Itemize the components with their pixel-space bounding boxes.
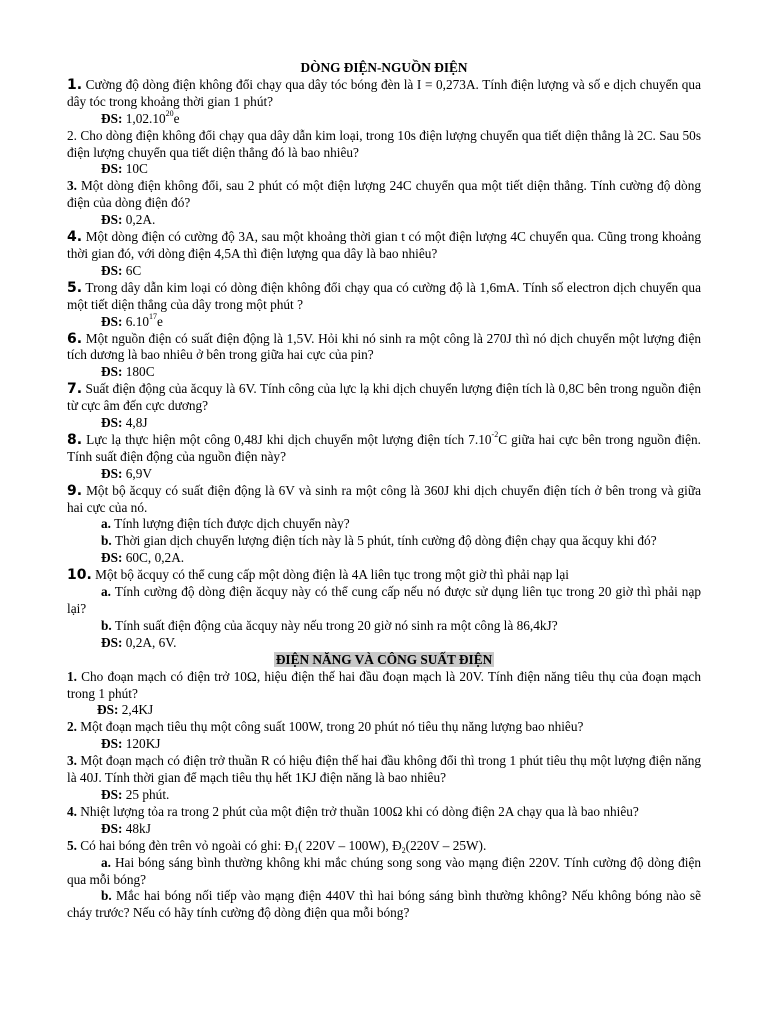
problem-text: Một bộ ăcquy có suất điện động là 6V và sinh ra một công là 360J khi dịch chuyển điện tích ở bên trong và giữa hai cực của nó. [67, 482, 701, 515]
problem-number: 7. [67, 381, 83, 398]
section-title-text: ĐIỆN NĂNG VÀ CÔNG SUẤT ĐIỆN [275, 651, 493, 667]
problem-text: Nhiệt lượng tỏa ra trong 2 phút của một điện trở thuần 100 [76, 803, 393, 819]
answer-8 [67, 466, 701, 483]
answer-unit: e [157, 313, 163, 329]
answer-value: 48kJ [122, 820, 151, 836]
omega-symbol: Ω [392, 803, 403, 819]
subquestion-text: Tính lượng điện tích được dịch chuyển này? [110, 516, 350, 532]
subquestion-label: a. [101, 584, 111, 600]
problem-text: Một nguồn điện có suất điện động là 1,5V. Hỏi khi nó sinh ra một công là 270J thì nó dịch chuyển một lượng điện tích dương là bao nhiêu ở bên trong giữa hai cực của pin? [67, 330, 701, 363]
s2-problem-3 [67, 753, 701, 787]
answer-value: 25 phút. [122, 786, 170, 802]
s2-subquestion-5b [67, 888, 701, 922]
answer-5 [67, 311, 701, 331]
answer-2 [67, 161, 701, 178]
problem-text-cont: C giữa hai cực bên trong nguồn điện. Tính suất điện động của nguồn điện này? [67, 431, 701, 464]
problem-number: 8. [67, 431, 83, 448]
problem-text: Cho dòng điện không đổi chạy qua dây dẫn kim loại, trong 10s điện lượng chuyển qua tiết diện thẳng là 2C. Sau 50s điện lượng chuyển qua tiết diện thẳng đó là bao nhiêu? [67, 127, 701, 160]
problem-number: 5. [67, 279, 83, 296]
answer-9 [67, 550, 701, 567]
subquestion-label: b. [101, 888, 112, 904]
problem-number: 10. [67, 567, 92, 584]
answer-value: 4,8J [122, 415, 148, 431]
answer-value: 1,02.10 [122, 110, 166, 126]
answer-label: ĐS: [101, 550, 123, 566]
answer-unit: e [173, 110, 180, 126]
subscript-1: 1 [294, 845, 299, 855]
problem-text: Lực lạ thực hiện một công 0,48J khi dịch chuyển một lượng điện tích 7.10 [82, 431, 492, 447]
problem-9 [67, 483, 701, 517]
s2-answer-2 [67, 736, 701, 753]
answer-label: ĐS: [101, 110, 123, 126]
problem-number: 6. [67, 330, 83, 347]
answer-label: ĐS: [101, 313, 123, 329]
problem-exponent: -2 [491, 429, 499, 439]
subscript-2: 2 [401, 845, 406, 855]
problem-number: 2. [67, 127, 77, 143]
s2-answer-4 [67, 821, 701, 838]
problem-number: 2. [67, 719, 77, 735]
problem-number: 3. [67, 178, 77, 194]
s2-problem-4 [67, 804, 701, 821]
answer-value: 10C [122, 161, 148, 177]
s2-answer-3 [67, 787, 701, 804]
answer-7 [67, 415, 701, 432]
answer-10 [67, 635, 701, 652]
problem-text: Một đoạn mạch có điện trở thuần R có hiệu điện thế hai đầu không đổi thì trong 1 phút tiêu thụ một lượng điện năng là 40J. Tính thời gian để mạch tiêu thụ hết 1KJ điện năng là bao nhiêu? [67, 753, 701, 786]
problem-6 [67, 331, 701, 365]
problem-number: 4. [67, 803, 77, 819]
problem-4 [67, 229, 701, 263]
problem-text: Một bộ ăcquy có thể cung cấp một dòng điện là 4A liên tục trong một giờ thì phải nạp lại [91, 567, 569, 583]
problem-text-cont: (220V – 25W). [405, 837, 487, 853]
answer-label: ĐS: [101, 415, 123, 431]
subquestion-text: Tính suất điện động của ăcquy này nếu trong 20 giờ nó sinh ra một công là 86,4kJ? [111, 617, 558, 633]
problem-text: Một dòng điện có cường độ 3A, sau một khoảng thời gian t có một điện lượng 4C chuyển qua. Cũng trong khoảng thời gian đó, với dòng điện 4,5A thì điện lượng qua dây là bao nhiêu? [67, 229, 701, 261]
problem-8 [67, 429, 701, 466]
answer-value: 60C, 0,2A. [122, 550, 185, 566]
problem-text: Có hai bóng đèn trên vỏ ngoài có ghi: Đ [76, 837, 295, 853]
answer-label: ĐS: [101, 262, 123, 278]
answer-value: 6,9V [122, 465, 152, 481]
answer-label: ĐS: [101, 820, 123, 836]
answer-label: ĐS: [101, 364, 123, 380]
problem-1 [67, 77, 701, 111]
s2-problem-2 [67, 719, 701, 736]
subquestion-9b [67, 533, 701, 550]
answer-label: ĐS: [101, 465, 123, 481]
problem-number: 3. [67, 753, 77, 769]
problem-7 [67, 381, 701, 415]
answer-exponent: 17 [149, 311, 158, 321]
answer-label: ĐS: [101, 161, 123, 177]
problem-number: 5. [67, 837, 77, 853]
problem-10 [67, 567, 701, 584]
problem-text: Cường độ dòng điện không đổi chạy qua dây tóc bóng đèn là I = 0,273A. Tính điện lượng và số e dịch chuyển qua dây tóc trong khoảng thời gian 1 phút? [67, 76, 701, 109]
omega-symbol: Ω [246, 668, 257, 684]
answer-value: 0,2A, 6V. [122, 634, 177, 650]
problem-text: Trong dây dẫn kim loại có dòng điện không đổi chạy qua có cường độ là 1,6mA. Tính số electron dịch chuyển qua một tiết diện thẳng của dây trong một phút ? [67, 279, 701, 312]
problem-text: Một dòng điện không đổi, sau 2 phút có một điện lượng 24C chuyển qua một tiết diện thẳng. Tính cường độ dòng điện của dòng điện đó? [67, 178, 701, 211]
answer-label: ĐS: [101, 736, 123, 752]
subquestion-label: a. [101, 854, 111, 870]
problem-text: Cho đoạn mạch có điện trở 10 [76, 668, 247, 684]
s2-subquestion-5a [67, 855, 701, 889]
subquestion-10b [67, 618, 701, 635]
problem-number: 9. [67, 482, 83, 499]
problem-5 [67, 280, 701, 314]
problem-number: 1. [67, 668, 77, 684]
subquestion-text: Hai bóng sáng bình thường không khi mắc chúng song song vào mạng điện 220V. Tính cường độ dòng điện qua mỗi bóng? [67, 854, 701, 887]
answer-label: ĐS: [97, 702, 119, 718]
s2-problem-5 [67, 838, 701, 855]
problem-text: Một đoạn mạch tiêu thụ một công suất 100W, trong 20 phút nó tiêu thụ năng lượng bao nhiêu? [76, 719, 584, 735]
subquestion-text: Mắc hai bóng nối tiếp vào mạng điện 440V thì hai bóng sáng bình thường không? Nếu không bóng nào sẽ cháy trước? Nếu có hãy tính cường độ dòng điện qua mỗi bóng? [67, 888, 701, 921]
s2-answer-1 [67, 702, 701, 719]
answer-label: ĐS: [101, 634, 123, 650]
problem-text-cont: khi có dòng điện 2A chạy qua là bao nhiêu? [402, 803, 639, 819]
answer-4 [67, 263, 701, 280]
section-title [67, 652, 701, 669]
answer-value: 6.10 [122, 313, 150, 329]
answer-1 [67, 108, 701, 128]
s2-problem-1 [67, 669, 701, 703]
problem-text-cont: , hiệu điện thế hai đầu đoạn mạch là 20V. Tính điện năng tiêu thụ của đoạn mạch trong 1 phút? [67, 668, 701, 701]
subquestion-text: Tính cường độ dòng điện ăcquy này có thể cung cấp nếu nó được sử dụng liên tục trong 20 giờ thì phải nạp lại? [67, 584, 701, 616]
problem-3 [67, 178, 701, 212]
answer-label: ĐS: [101, 786, 123, 802]
answer-value: 6C [122, 262, 142, 278]
answer-value: 180C [122, 364, 155, 380]
problem-number: 4. [67, 229, 83, 246]
answer-label: ĐS: [101, 212, 123, 228]
answer-3 [67, 212, 701, 229]
problem-number: 1. [67, 76, 83, 93]
subquestion-9a [67, 516, 701, 533]
subquestion-10a [67, 584, 701, 618]
answer-value: 0,2A. [122, 212, 156, 228]
subquestion-text: Thời gian dịch chuyển lượng điện tích này là 5 phút, tính cường độ dòng điện chạy qua ăcquy khi đó? [111, 533, 657, 549]
answer-exponent: 20 [165, 108, 174, 118]
subquestion-label: b. [101, 533, 112, 549]
document-title: DÒNG ĐIỆN-NGUỒN ĐIỆN [300, 60, 468, 75]
problem-text: Suất điện động của ăcquy là 6V. Tính công của lực lạ khi dịch chuyển lượng điện tích là 0,8C bên trong nguồn điện từ cực âm đến cực dương? [67, 381, 701, 414]
subquestion-label: b. [101, 617, 112, 633]
problem-text-mid: ( 220V – 100W), Đ [298, 837, 402, 853]
answer-value: 120KJ [122, 736, 161, 752]
problem-2 [67, 128, 701, 162]
subquestion-label: a. [101, 516, 111, 532]
answer-6 [67, 364, 701, 381]
answer-value: 2,4KJ [118, 702, 154, 718]
